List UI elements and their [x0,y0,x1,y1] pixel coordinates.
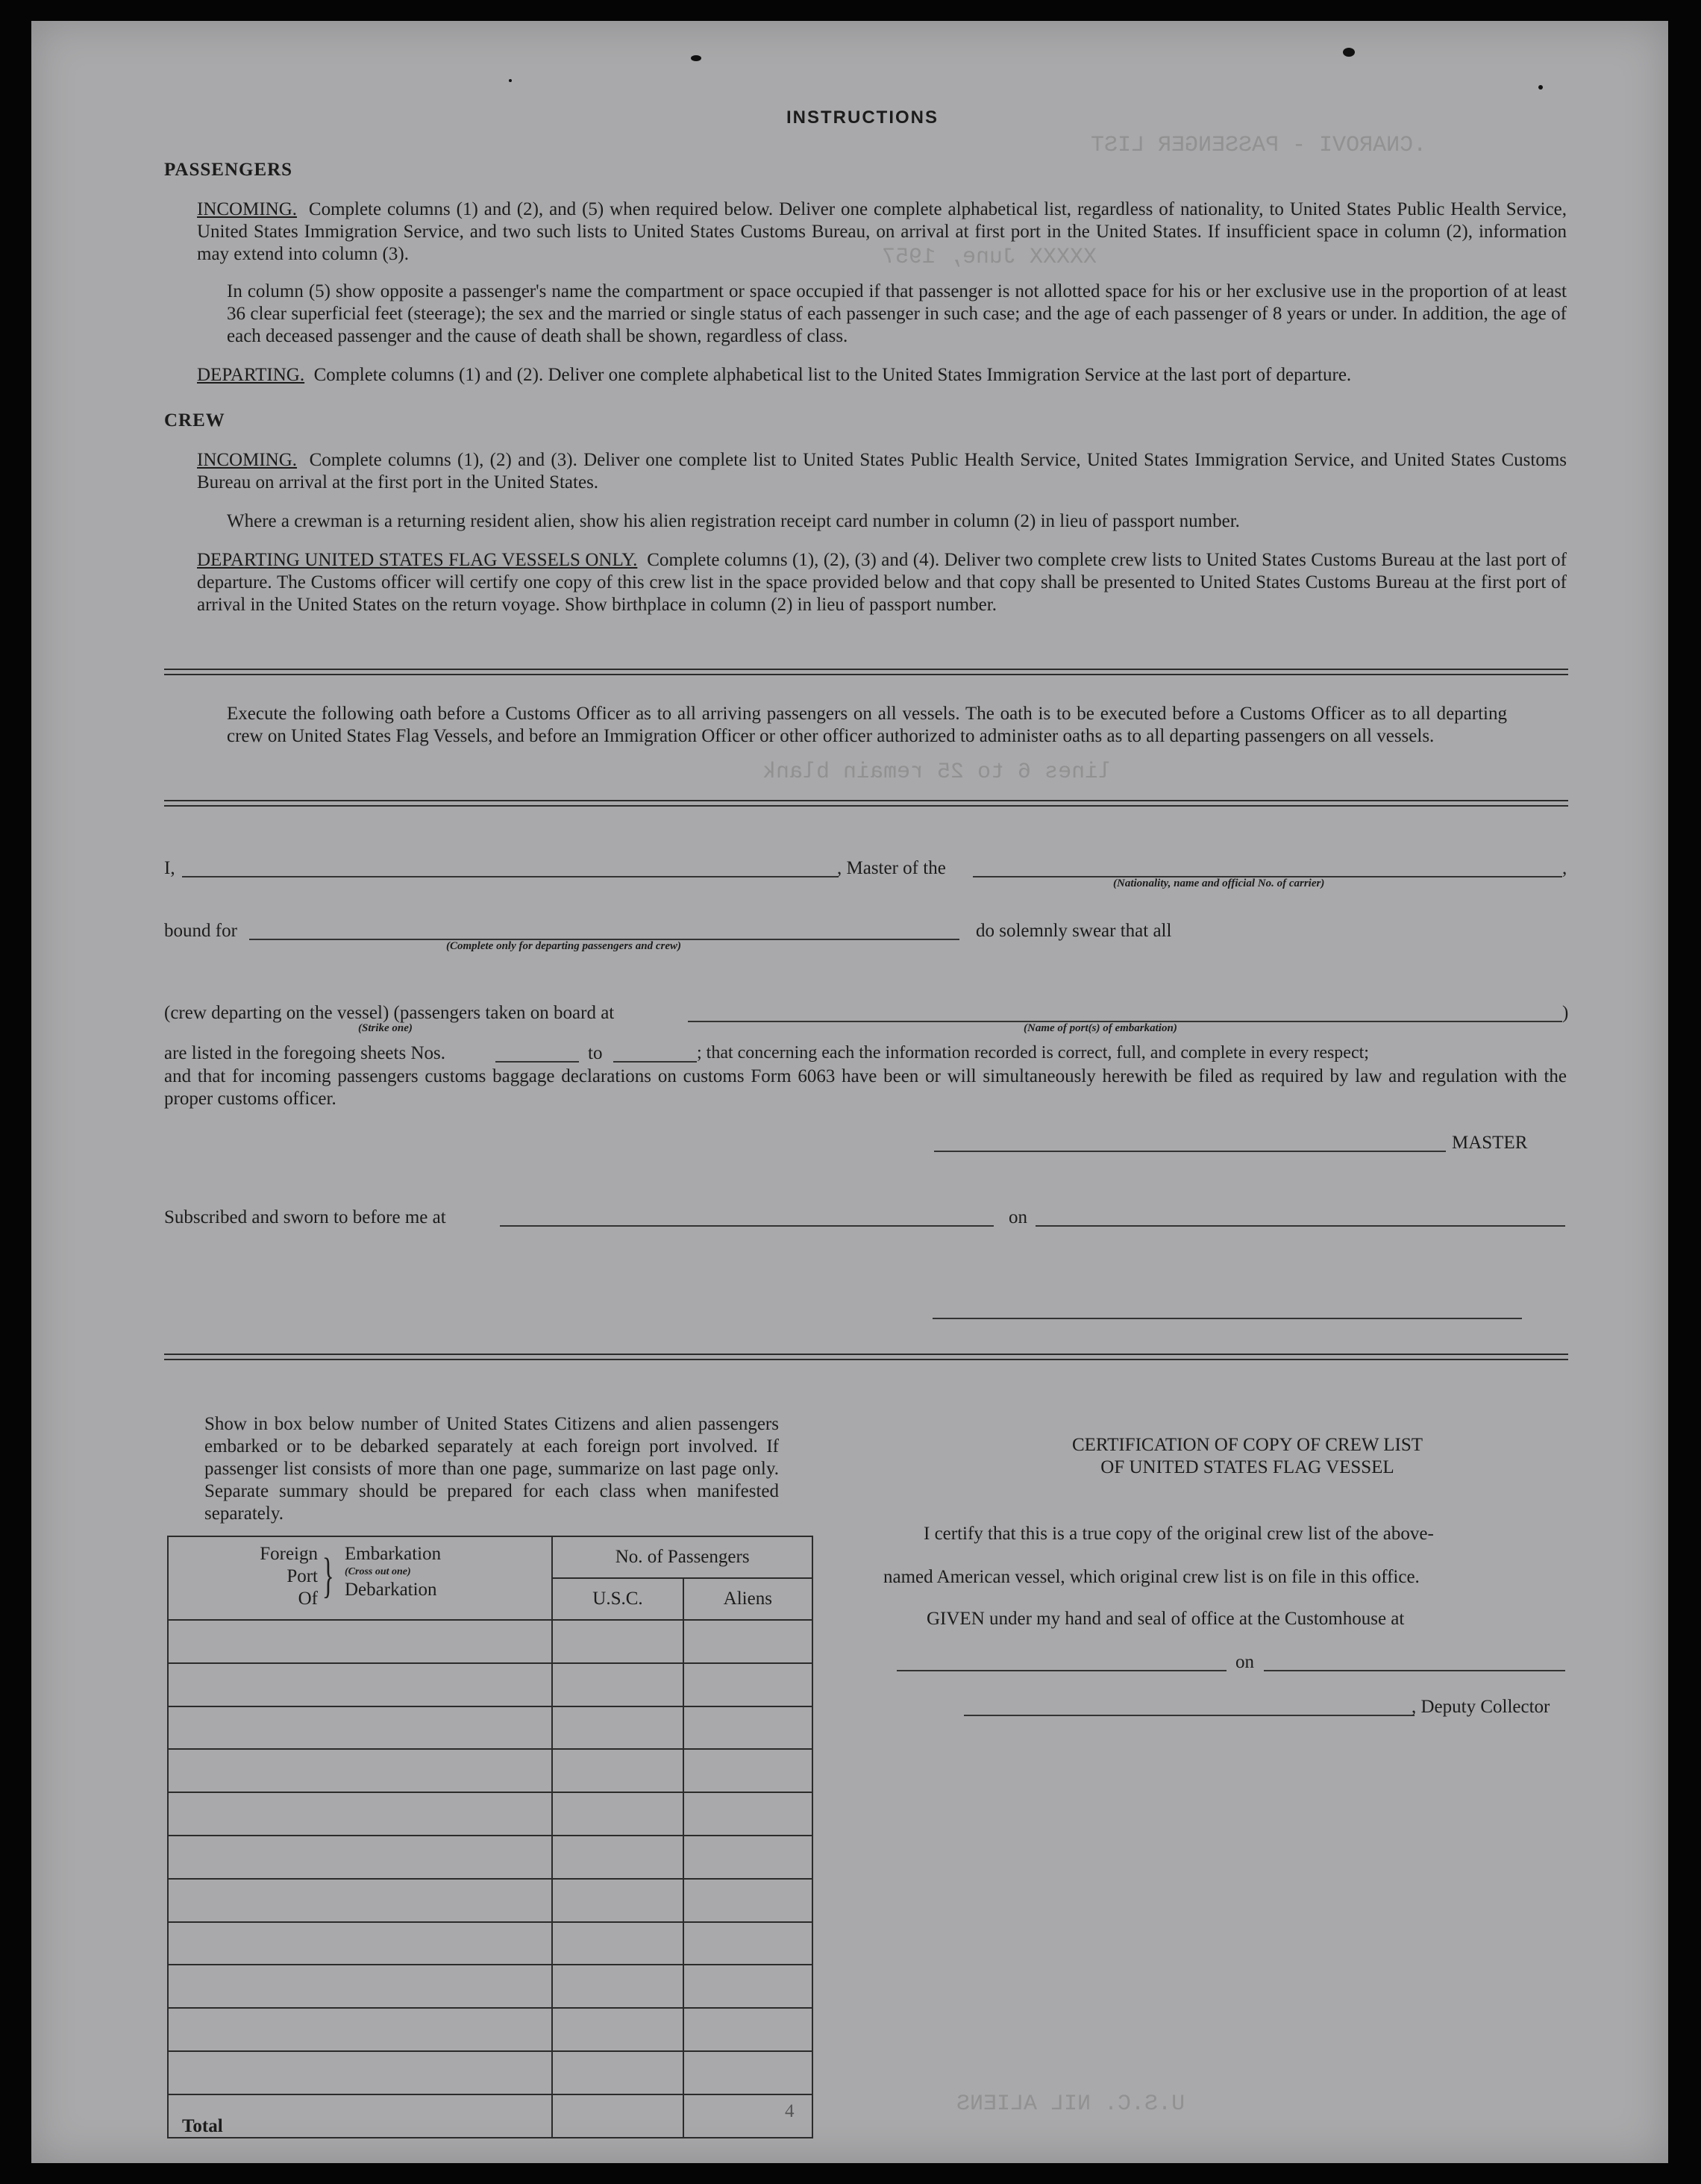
cross-out-note: (Cross out one) [345,1566,411,1577]
passengers-departing-text: Complete columns (1) and (2). Deliver one complete alphabetical list to the United States Immigration Service at the last port of departure. [313,365,1352,385]
port-cell[interactable] [168,1792,552,1836]
bound-for-label: bound for [164,921,237,941]
sworn-date-field[interactable] [1036,1225,1565,1227]
master-name-field[interactable] [182,876,839,877]
aliens-cell[interactable] [683,1620,812,1663]
passengers-incoming-text: Complete columns (1) and (2), and (5) when required below. Deliver one complete alphabetical list, regardless of nationality, to United States Public Health Service, United States Immigration Service, and two such lists to United States Customs Bureau, on arrival at first port in the United States. If insufficient space in column (2), information may extend into column (3). [197,199,1567,264]
usc-cell[interactable] [552,1922,683,1965]
aliens-cell[interactable] [683,1836,812,1879]
customhouse-field[interactable] [897,1670,1227,1671]
comma: , [1562,858,1567,878]
certification-title-1: CERTIFICATION OF COPY OF CREW LIST [1071,1435,1423,1455]
table-row [168,2051,812,2094]
passengers-incoming-paragraph [197,198,1567,266]
listed-sheets-label: are listed in the foregoing sheets Nos. [164,1043,445,1063]
usc-cell[interactable] [552,2008,683,2051]
crew-heading: CREW [164,410,225,431]
master-signature-field[interactable] [934,1151,1446,1152]
brace-icon: } [322,1548,334,1603]
deputy-signature-field[interactable] [964,1715,1415,1716]
of-label: Of [298,1589,318,1609]
close-paren: ) [1562,1003,1569,1023]
officer-signature-field[interactable] [933,1318,1522,1319]
crew-departing-text: Complete columns (1), (2), (3) and (4). Deliver two complete crew lists to United States Customs Bureau at the last port of departure. The Customs officer will certify one copy of this crew list in the space provided below and that copy shall be presented to United States Customs Bureau at the first port of arrival in the United States on the return voyage. Show birthplace in column (2) in lieu of passport number. [197,550,1567,615]
certification-title-2: OF UNITED STATES FLAG VESSEL [1100,1457,1394,1477]
usc-cell[interactable] [552,1965,683,2008]
crew-incoming-paragraph [197,449,1567,494]
table-row [168,1879,812,1922]
usc-cell[interactable] [552,1620,683,1663]
aliens-cell[interactable] [683,1706,812,1750]
certification-date-field[interactable] [1264,1670,1565,1671]
crew-incoming-text: Complete columns (1), (2) and (3). Deliver one complete list to United States Public Health Service, United States Immigration Service, and United States Customs Bureau on arrival at the first port in the United States. [197,450,1567,492]
passengers-heading: PASSENGERS [164,160,293,180]
embarkation-note: (Name of port(s) of embarkation) [1024,1022,1177,1034]
certification-line-3: GIVEN under my hand and seal of office at the Customhouse at [927,1609,1405,1629]
aliens-cell[interactable] [683,1965,812,2008]
crew-departing-label: DEPARTING UNITED STATES FLAG VESSELS ONLY. [197,550,638,570]
departing-note: (Complete only for departing passengers and crew) [446,940,681,952]
summary-instructions: Show in box below number of United States Citizens and alien passengers embarked or to be debarked separately at each foreign port involved. If passenger list consists of more than one page, summarize on last page only. Separate summary should be prepared for each class when manifested separately. [204,1414,779,1524]
total-usc-cell[interactable] [552,2094,683,2138]
no-passengers-header: No. of Passengers [552,1536,812,1578]
port-header-left [228,1543,318,1610]
aliens-cell[interactable] [683,1749,812,1792]
strike-note: (Strike one) [358,1022,413,1034]
debarkation-option[interactable]: Debarkation [345,1580,437,1600]
port-label: Port [286,1566,318,1586]
passengers-incoming-label: INCOMING. [197,199,298,219]
passenger-summary-table [167,1536,813,2138]
page-title: INSTRUCTIONS [786,107,939,128]
port-cell[interactable] [168,1879,552,1922]
subscribed-label: Subscribed and sworn to before me at [164,1207,446,1227]
usc-cell[interactable] [552,1663,683,1706]
usc-cell[interactable] [552,1836,683,1879]
port-header-cell [168,1536,552,1620]
aliens-header: Aliens [683,1578,812,1620]
table-row [168,1749,812,1792]
usc-cell[interactable] [552,1792,683,1836]
table-row [168,1836,812,1879]
aliens-cell[interactable] [683,2051,812,2094]
sheet-from-field[interactable] [495,1061,579,1063]
table-row [168,2008,812,2051]
summary-rows [168,1620,812,2094]
table-row [168,1620,812,1663]
deputy-collector-label: , Deputy Collector [1412,1697,1550,1717]
usc-cell[interactable] [552,1749,683,1792]
certification-line-1: I certify that this is a true copy of the original crew list of the above- [924,1524,1434,1544]
divider-2 [164,800,1568,807]
usc-cell[interactable] [552,2051,683,2094]
oath-instructions: Execute the following oath before a Customs Officer as to all arriving passengers on all vessels. The oath is to be executed before a Customs Officer as to all departing crew on United States Flag Vessels, and before an Immigration Officer or other officer authorized to administer oaths as to all departing passengers on all vessels. [227,704,1507,746]
table-row [168,1922,812,1965]
listed-c-text: and that for incoming passengers customs baggage declarations on customs Form 6063 have been or will simultaneously herewith be filed as required by law and regulation with the proper customs officer. [164,1066,1567,1109]
foreign-label: Foreign [260,1544,318,1564]
passengers-departing-paragraph [197,364,1567,387]
aliens-cell[interactable] [683,1879,812,1922]
master-of-label: , Master of the [837,858,946,878]
table-row [168,1706,812,1750]
aliens-cell[interactable] [683,2008,812,2051]
passengers-departing-label: DEPARTING. [197,365,305,385]
port-cell[interactable] [168,2008,552,2051]
certification-line-2: named American vessel, which original crew list is on file in this office. [883,1567,1420,1587]
divider-1 [164,669,1568,675]
port-cell[interactable] [168,1706,552,1750]
port-cell[interactable] [168,1922,552,1965]
crew-incoming-label: INCOMING. [197,450,298,470]
column5-paragraph: In column (5) show opposite a passenger's name the compartment or space occupied if that passenger is not allotted space for his or her exclusive use in the proportion of at least 36 clear superficial feet (steerage); the sex and the married or single status of each passenger in such case; and the age of each passenger of 8 years or under. In addition, the age of each deceased passenger and the cause of death shall be shown, regardless of class. [227,281,1567,346]
table-row [168,1663,812,1706]
port-cell[interactable] [168,1663,552,1706]
usc-header: U.S.C. [552,1578,683,1620]
usc-cell[interactable] [552,1706,683,1750]
crew-departing-paragraph [197,549,1567,616]
port-cell[interactable] [168,1749,552,1792]
port-cell[interactable] [168,1965,552,2008]
total-label: Total [168,2094,552,2138]
page-number: 4 [785,2101,795,2121]
usc-cell[interactable] [552,1879,683,1922]
crew-passengers-label: (crew departing on the vessel) (passengers taken on board at [164,1003,615,1023]
carrier-note: (Nationality, name and official No. of carrier) [1113,877,1325,889]
crew-resident-paragraph: Where a crewman is a returning resident alien, show his alien registration receipt card number in column (2) in lieu of passport number. [227,511,1240,531]
sheet-to-field[interactable] [613,1061,697,1063]
table-row [168,1792,812,1836]
swear-label: do solemnly swear that all [976,921,1172,941]
aliens-cell[interactable] [683,1792,812,1836]
listed-b-text: ; that concerning each the information recorded is correct, full, and complete in every respect; [697,1043,1369,1063]
master-label: MASTER [1452,1133,1528,1153]
port-header-right [345,1543,441,1601]
listed-to-label: to [588,1043,603,1063]
port-cell[interactable] [168,2051,552,2094]
oath-i-label: I, [164,858,175,878]
port-cell[interactable] [168,1620,552,1663]
certification-title [912,1434,1583,1479]
port-cell[interactable] [168,1836,552,1879]
sworn-on-label: on [1009,1207,1027,1227]
embarkation-option[interactable]: Embarkation [345,1544,442,1564]
aliens-cell[interactable] [683,1922,812,1965]
sworn-place-field[interactable] [500,1225,994,1227]
document-page: .CNAROVI - PASSENGER LIST XXXXX June, 1957 lines 6 to 25 remain blank U.S.C. NIL ALIENS INSTRUCTIONS PASSENGERS INCOMING. Complete columns (1) and (2), and (5) when required below. Deliver one complete alphabetical list, regardless of nationality, to United States Public Health Service, United States Immigration Service, and two such lists to United States Customs Bureau, on arrival at first port in the United States. If insufficient space in column (2), information may extend into column (3). In column (5) show opposite a passenger's name the compartment or space occupied if that passenger is not allotted space for his or her exclusive use in the proportion of at least 36 clear superficial feet (steerage); the sex and the married or single status of each passenger in such case; and the age of each passenger of 8 years or under. In addition, the age of each deceased passenger and the cause of death shall be shown, regardless of class. DEPARTING. Complete columns (1) and (2). Deliver one complete alphabetical list to the United States Immigration Service at the last port of departure. CREW INCOMING. Complete columns (1), (2) and (3). Deliver one complete list to United States Public Health Service, United States Immigration Service, and United States Customs Bureau on arrival at the first port in the United States. Where a crewman is a returning resident alien, show his alien registration receipt card number in column (2) in lieu of passport number. DEPARTING UNITED STATES FLAG VESSELS ONLY. Complete columns (1), (2), (3) and (4). Deliver two complete crew lists to United States Customs Bureau at the last port of departure. The Customs officer will certify one copy of this crew list in the space provided below and that copy shall be presented to United States Customs Bureau at the first port of arrival in the United States on the return voyage. Show birthplace in column (2) in lieu of passport number. Execute the following oath before a Customs Officer as to all arriving passengers on all vessels. The oath is to be executed before a Customs Officer as to all departing crew on United States Flag Vessels, and before an Immigration Officer or other officer authorized to administer oaths as to all departing passengers on all vessels. I, , Master of the , (Nationality, name and official No. of carrier) bound for (Complete only for departing passengers and crew) do solemnly swear that all (crew departing on the vessel) (passengers taken on board at (Strike one) (Name of port(s) of embarkation) ) are listed in the foregoing sheets Nos. to ; that concerning each the information recorded is correct, full, and complete in every respect; and that for incoming passengers customs baggage declarations on customs Form 6063 have been or will simultaneously herewith be filed as required by law and regulation with the proper customs officer. MASTER Subscribed and sworn to before me at on Show in box below number of United States Citizens and alien passengers embarked or to be debarked separately at each foreign port involved. If passenger list consists of more than one page, summarize on last page only. Separate summary should be prepared for each class when manifested separately. Foreign Port Of } Embarkation (Cross out one) Debarkation No. of Passengers U.S.C. Aliens Total CERTIFICATION OF COPY OF CREW LIST OF UNITED STATES FLAG VESSEL I certify that this is a true copy of the original crew list of the above- named American vessel, which original crew list is on file in this office. GIVEN under my hand and seal of office at the Customhouse at on , Deputy Collector 4 [31,21,1668,2163]
table-row [168,1965,812,2008]
divider-3 [164,1354,1568,1360]
certification-on-label: on [1235,1652,1254,1672]
aliens-cell[interactable] [683,1663,812,1706]
